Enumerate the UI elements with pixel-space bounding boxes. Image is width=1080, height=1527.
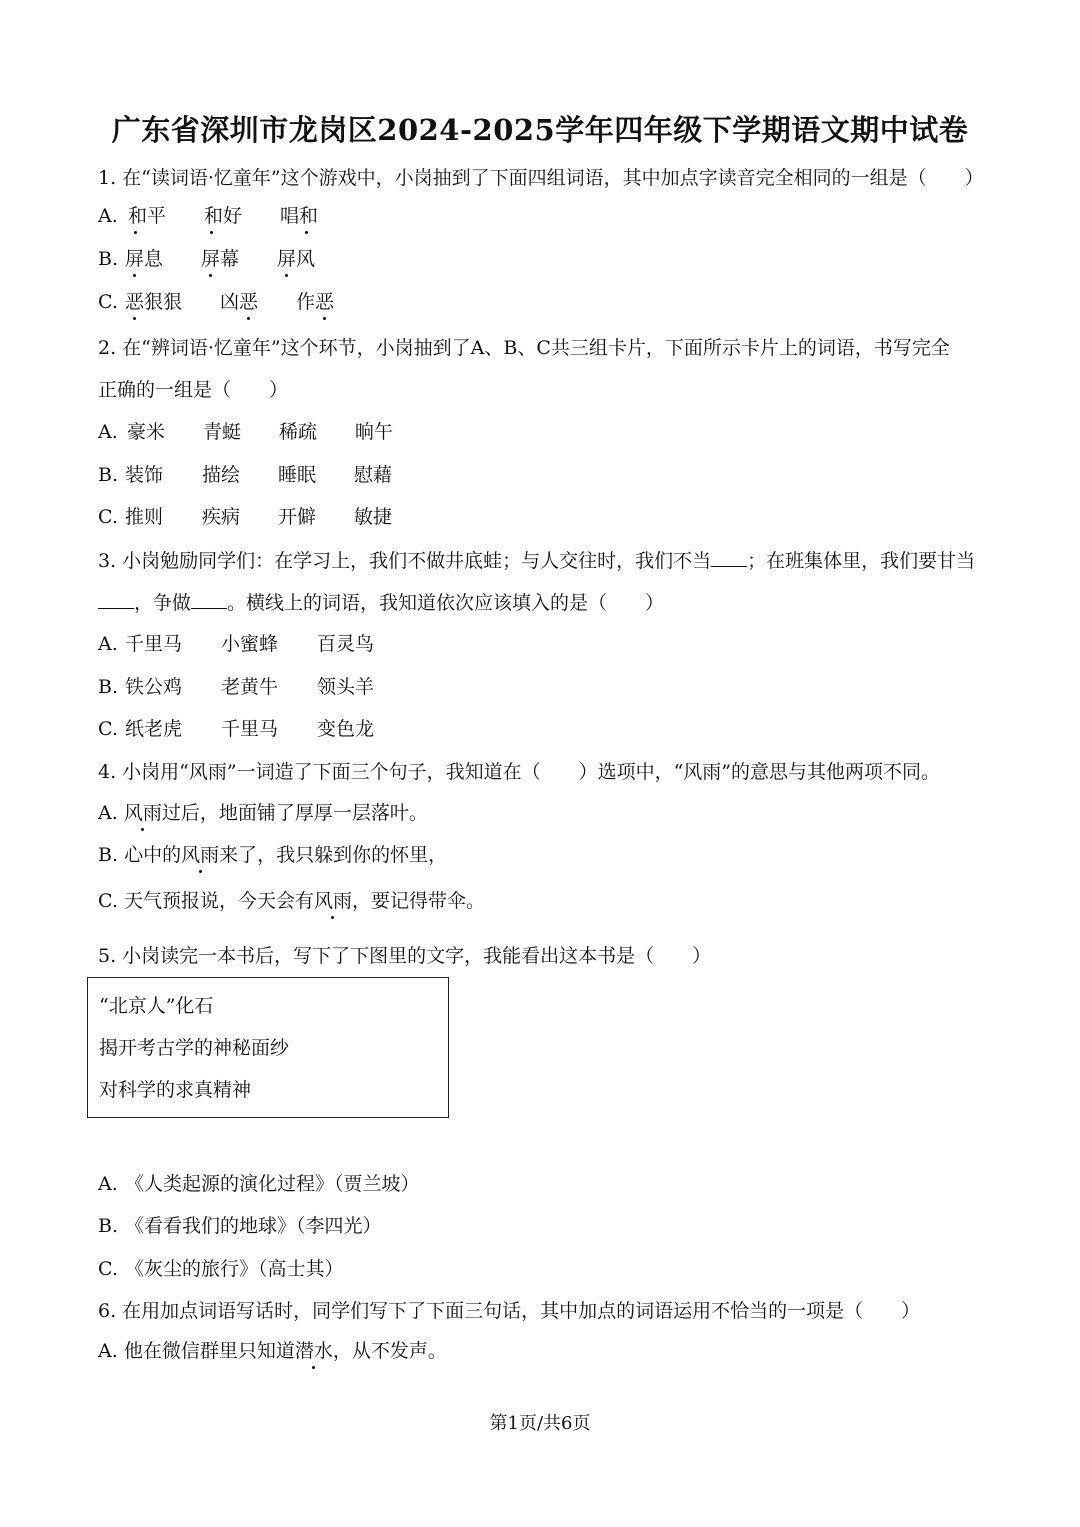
option-label: A. [98, 205, 118, 227]
option-label: C. [98, 291, 118, 313]
q1-option-c[interactable] [98, 290, 335, 314]
word: 小蜜蜂 [221, 633, 279, 655]
emphasis-dot [133, 274, 136, 277]
fill-blank [191, 590, 227, 609]
option-label: C. [98, 1258, 118, 1280]
q4-option-b[interactable] [98, 843, 447, 867]
q5-option-a[interactable] [98, 1172, 420, 1196]
word: 豪米 [127, 421, 166, 443]
word: 晌午 [355, 421, 394, 443]
q5-stem: 5. 小岗读完一本书后，写下了下图里的文字，我能看出这本书是（ ） [98, 945, 712, 967]
word: 变色龙 [317, 718, 375, 740]
word: 屏息 [125, 248, 164, 270]
q5-option-c[interactable] [98, 1257, 344, 1281]
word: 领头羊 [317, 676, 375, 698]
q5-option-b[interactable] [98, 1214, 382, 1238]
word: 凶恶 [220, 291, 259, 313]
word: 千里马 [125, 633, 183, 655]
sentence-pre: 天气预报说，今天会有 [123, 890, 314, 912]
word: 唱和 [280, 205, 319, 227]
option-label: B. [98, 1215, 119, 1237]
sentence-pre: 心中的 [124, 844, 182, 866]
word: 慰藉 [354, 464, 393, 486]
q3-text: 3. 小岗勉励同学们：在学习上，我们不做井底蛙；与人交往时，我们不当 [98, 550, 712, 572]
sentence-post: ，从不发声。 [332, 1340, 447, 1362]
fill-blank [711, 548, 747, 567]
option-label: B. [98, 676, 119, 698]
q3-text: ；在班集体里，我们要甘当 [747, 550, 976, 572]
emphasis-dot [305, 231, 308, 234]
emphasis-dot [134, 231, 137, 234]
emphasized-word: 风雨 [181, 844, 220, 866]
book-title: 《灰尘的旅行》（高士其） [125, 1258, 344, 1280]
emphasis-dot [210, 231, 213, 234]
book-title: 《人类起源的演化过程》（贾兰坡） [125, 1173, 420, 1195]
emphasis-dot [285, 274, 288, 277]
word: 青蜓 [203, 421, 242, 443]
word: 百灵鸟 [317, 633, 375, 655]
sentence-pre: 他在微信群里只知道 [123, 1340, 295, 1362]
q3-stem-line1 [98, 548, 975, 573]
option-label: C. [98, 718, 118, 740]
q4-option-a[interactable] [98, 801, 428, 825]
book-title: 《看看我们的地球》（李四光） [125, 1215, 382, 1237]
word: 和好 [204, 205, 243, 227]
q2-stem-line2: 正确的一组是（ ） [98, 379, 289, 401]
sentence-post: ，要记得带伞。 [351, 890, 485, 912]
note-line: 对科学的求真精神 [99, 1079, 252, 1101]
q3-option-c[interactable] [98, 717, 375, 741]
word: 屏幕 [201, 248, 240, 270]
q3-text: 。横线上的词语，我知道依次应该填入的是（ ） [227, 592, 665, 614]
q6-stem: 6. 在用加点词语写话时，同学们写下了下面三句话，其中加点的词语运用不恰当的一项是（ ） [98, 1300, 921, 1322]
word: 铁公鸡 [125, 676, 183, 698]
word: 推则 [125, 506, 164, 528]
word: 恶狠狠 [125, 291, 183, 313]
option-label: A. [98, 1340, 118, 1362]
word: 睡眠 [278, 464, 317, 486]
q3-option-b[interactable] [98, 675, 375, 699]
word: 千里马 [221, 718, 279, 740]
word: 开僻 [278, 506, 317, 528]
q3-stem-line2 [98, 590, 664, 615]
emphasis-dot [323, 317, 326, 320]
option-label: C. [98, 890, 118, 912]
q2-option-a[interactable] [98, 420, 394, 444]
word: 和平 [128, 205, 167, 227]
q1-stem: 1. 在“读词语·忆童年”这个游戏中，小岗抽到了下面四组词语，其中加点字读音完全相同的一组是（ ） [98, 167, 984, 189]
fill-blank [98, 590, 134, 609]
word: 敏捷 [354, 506, 393, 528]
option-label: A. [98, 421, 118, 443]
q1-option-b[interactable] [98, 247, 316, 271]
option-label: A. [98, 1173, 118, 1195]
q2-option-b[interactable] [98, 463, 393, 487]
sentence-post: 来了，我只躲到你的怀里， [219, 844, 448, 866]
q2-option-c[interactable] [98, 505, 393, 529]
emphasis-dot [209, 274, 212, 277]
option-label: B. [98, 844, 119, 866]
option-label: B. [98, 464, 119, 486]
q6-option-a[interactable] [98, 1339, 447, 1363]
q2-stem-line1: 2. 在“辨词语·忆童年”这个环节，小岗抽到了A、B、C共三组卡片，下面所示卡片上的词语，书写完全 [98, 337, 950, 359]
word: 纸老虎 [125, 718, 183, 740]
q3-text: ，争做 [134, 592, 192, 614]
word: 老黄牛 [221, 676, 279, 698]
word: 稀疏 [279, 421, 318, 443]
option-label: A. [98, 802, 118, 824]
note-line: “北京人”化石 [99, 995, 214, 1017]
q1-option-a[interactable] [98, 204, 319, 228]
q4-option-c[interactable] [98, 889, 485, 913]
option-label: B. [98, 248, 119, 270]
note-line: 揭开考古学的神秘面纱 [99, 1037, 290, 1059]
word: 作恶 [296, 291, 335, 313]
word: 描绘 [202, 464, 241, 486]
page-title: 广东省深圳市龙岗区2024-2025学年四年级下学期语文期中试卷 [111, 113, 969, 147]
emphasis-dot [247, 317, 250, 320]
emphasized-word: 潜水 [294, 1340, 333, 1362]
emphasis-dot [133, 317, 136, 320]
q3-option-a[interactable] [98, 632, 375, 656]
word: 疾病 [202, 506, 241, 528]
sentence-post: 过后，地面铺了厚厚一层落叶。 [161, 802, 428, 824]
emphasized-word: 风雨 [123, 802, 162, 824]
emphasized-word: 风雨 [313, 890, 352, 912]
word: 屏风 [277, 248, 316, 270]
q4-stem: 4. 小岗用“风雨”一词造了下面三个句子，我知道在（ ）选项中，“风雨”的意思与其他两项不同。 [98, 761, 941, 783]
option-label: C. [98, 506, 118, 528]
word: 装饰 [125, 464, 164, 486]
option-label: A. [98, 633, 118, 655]
note-card [87, 977, 449, 1118]
page-footer: 第1页/共6页 [489, 1413, 591, 1434]
